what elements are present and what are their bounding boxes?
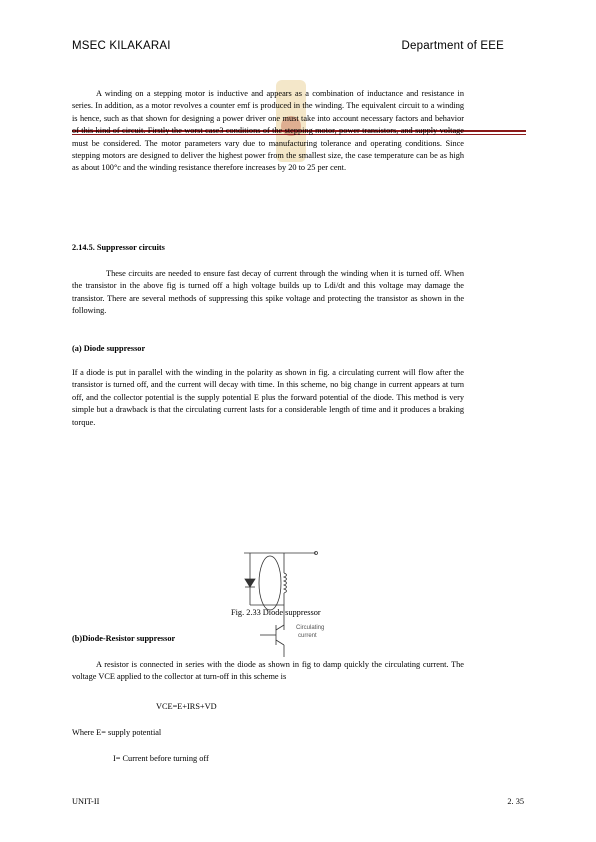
circulating-loop: [259, 556, 281, 610]
figure-label-current: current: [298, 633, 317, 639]
footer-unit: UNIT-II: [72, 797, 100, 806]
section-heading-suppressor-circuits: 2.14.5. Suppressor circuits: [72, 243, 165, 252]
diode-symbol: [245, 579, 255, 587]
figure-label-circulating: Circulating: [296, 625, 325, 631]
equation-vce: VCE=E+IRS+VD: [156, 702, 217, 711]
subheading-diode-resistor: (b)Diode-Resistor suppressor: [72, 634, 176, 643]
header-department: Department of EEE: [401, 40, 504, 52]
current-definition: I= Current before turning off: [113, 754, 209, 763]
where-supply-potential: Where E= supply potential: [72, 728, 162, 737]
page-header: [72, 40, 504, 60]
figure-caption: Fig. 2.33 Diode suppressor: [231, 608, 321, 617]
paragraph-resistor-wrap: [72, 659, 464, 684]
footer-page-number: 2. 35: [507, 797, 524, 806]
paragraph-suppressor-intro: These circuits are needed to ensure fast decay of current through the winding when it is turned off. When the transistor in the above fig is turned off a high voltage builds up to Ldi/dt and this voltage may damage the transistor. There are several methods of suppressing this spike voltage and protecting the transistor as shown in the following.: [72, 269, 464, 316]
transistor-collector: [276, 625, 284, 630]
paragraph-diode-resistor: A resistor is connected in series with the diode as shown in fig to damp quickly the circulating current. The voltage VCE applied to the collector at turn-off in this scheme is: [72, 660, 464, 682]
paragraph-diode-wrap: [72, 367, 464, 429]
paragraph-diode-suppressor: If a diode is put in parallel with the winding in the polarity as shown in fig. a circulating current will flow after the transistor is turned off, and the current will decay with time. In this scheme, no big change in current appears at turn off, and the collector potential is the supply potential E plus the forward potential of the diode. This method is very simple but a drawback is that the circulating current lasts for a considerable length of time and it produces a braking torque.: [72, 368, 464, 427]
paragraph-winding: A winding on a stepping motor is inductive and appears as a combination of inductance and resistance in series. In addition, as a motor revolves a counter emf is produced in the winding. The equivalent circuit to a winding is hence, such as that shown for designing a power driver one must take into account necessary factors and behavior of this kind of circuit. Firstly the worst case3 conditions of the stepping motor, power transistors, and supply voltage must be considered. The motor parameters vary due to manufacturing tolerance and operating conditions. Since stepping motors are designed to deliver the highest power from the smallest size, the case temperature can be as high as about 100°c and the winding resistance therefore increases by 20 to 25 per cent.: [72, 89, 464, 173]
page-body: [72, 88, 464, 175]
transistor-emitter: [276, 640, 284, 645]
winding-coil: [284, 573, 287, 593]
header-college-name: MSEC KILAKARAI: [72, 40, 171, 52]
paragraph-suppressor-intro-wrap: [72, 268, 464, 318]
subheading-diode-suppressor: (a) Diode suppressor: [72, 344, 146, 353]
